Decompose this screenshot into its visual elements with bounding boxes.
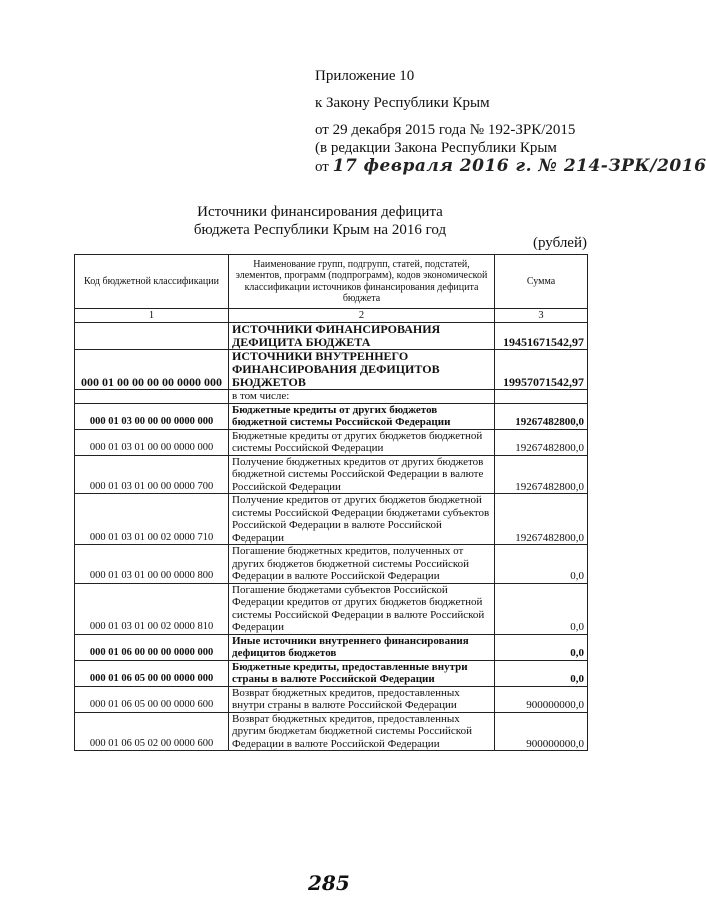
row-name: ИСТОЧНИКИ ФИНАНСИРОВАНИЯ ДЕФИЦИТА БЮДЖЕТА xyxy=(229,323,495,350)
row-name: Возврат бюджетных кредитов, предоставленных другим бюджетам бюджетной системы Российской Федерации в валюте Российской Федерации xyxy=(229,712,495,751)
table-row xyxy=(75,429,588,455)
table-row xyxy=(75,660,588,686)
table-row xyxy=(75,455,588,494)
table-row xyxy=(75,494,588,545)
appendix-label: Приложение 10 xyxy=(315,68,415,84)
row-code xyxy=(75,390,229,404)
row-name: Бюджетные кредиты от других бюджетов бюджетной системы Российской Федерации xyxy=(229,403,495,429)
column-number-row xyxy=(75,309,588,323)
row-name: Погашение бюджетных кредитов, полученных от других бюджетов бюджетной системы Российской Федерации в валюте Российской Федерации xyxy=(229,545,495,584)
row-name: Бюджетные кредиты, предоставленные внутри страны в валюте Российской Федерации xyxy=(229,660,495,686)
table-row xyxy=(75,390,588,404)
document-title-line1: Источники финансирования дефицита xyxy=(197,204,443,220)
table-row xyxy=(75,350,588,390)
table-row xyxy=(75,686,588,712)
row-sum: 19267482800,0 xyxy=(495,403,588,429)
financing-table xyxy=(74,254,588,751)
row-name: Возврат бюджетных кредитов, предоставленных внутри страны в валюте Российской Федерации xyxy=(229,686,495,712)
row-sum: 19267482800,0 xyxy=(495,429,588,455)
row-name: Погашение бюджетами субъектов Российской Федерации кредитов от других бюджетов бюджетной системы Российской Федерации в валюте Российской Федерации xyxy=(229,583,495,634)
row-sum: 0,0 xyxy=(495,545,588,584)
row-code: 000 01 03 01 00 00 0000 700 xyxy=(75,455,229,494)
row-sum: 19451671542,97 xyxy=(495,323,588,350)
row-code: 000 01 03 01 00 02 0000 710 xyxy=(75,494,229,545)
row-sum: 0,0 xyxy=(495,634,588,660)
row-sum xyxy=(495,390,588,404)
row-name: Получение бюджетных кредитов от других бюджетов бюджетной системы Российской Федерации в валюте Российской Федерации xyxy=(229,455,495,494)
row-sum: 900000000,0 xyxy=(495,686,588,712)
row-code: 000 01 03 00 00 00 0000 000 xyxy=(75,403,229,429)
row-name: Бюджетные кредиты от других бюджетов бюджетной системы Российской Федерации xyxy=(229,429,495,455)
revision-prefix: от xyxy=(315,159,329,175)
row-name: Получение кредитов от других бюджетов бюджетной системы Российской Федерации бюджетами субъектов Российской Федерации в валюте Российской Федерации xyxy=(229,494,495,545)
column-number: 1 xyxy=(75,309,229,323)
table-row xyxy=(75,712,588,751)
row-code: 000 01 06 05 00 00 0000 000 xyxy=(75,660,229,686)
row-code: 000 01 06 05 02 00 0000 600 xyxy=(75,712,229,751)
row-code: 000 01 03 01 00 02 0000 810 xyxy=(75,583,229,634)
row-sum: 0,0 xyxy=(495,583,588,634)
law-reference: к Закону Республики Крым xyxy=(315,95,490,111)
table-row xyxy=(75,583,588,634)
row-code: 000 01 03 01 00 00 0000 000 xyxy=(75,429,229,455)
table-row xyxy=(75,403,588,429)
row-name: Иные источники внутреннего финансирования дефицитов бюджетов xyxy=(229,634,495,660)
table-row xyxy=(75,545,588,584)
page-number: 285 xyxy=(308,871,350,895)
handwritten-revision: 17 февраля 2016 г. № 214-ЗРК/2016 xyxy=(332,156,706,176)
header-name: Наименование групп, подгрупп, статей, подстатей, элементов, программ (подпрограмм), кодов экономической классификации источников финансирования дефицита бюджета xyxy=(229,255,495,309)
law-date: от 29 декабря 2015 года № 192-ЗРК/2015 xyxy=(315,122,576,138)
table-body xyxy=(75,323,588,751)
column-number: 2 xyxy=(229,309,495,323)
column-number: 3 xyxy=(495,309,588,323)
header-sum: Сумма xyxy=(495,255,588,309)
header-code: Код бюджетной классификации xyxy=(75,255,229,309)
row-code: 000 01 06 00 00 00 0000 000 xyxy=(75,634,229,660)
revision-note: (в редакции Закона Республики Крым xyxy=(315,140,557,156)
table-header-row xyxy=(75,255,588,309)
row-code: 000 01 03 01 00 00 0000 800 xyxy=(75,545,229,584)
revision-line xyxy=(315,157,706,176)
row-code xyxy=(75,323,229,350)
row-code: 000 01 06 05 00 00 0000 600 xyxy=(75,686,229,712)
row-code: 000 01 00 00 00 00 0000 000 xyxy=(75,350,229,390)
row-name: ИСТОЧНИКИ ВНУТРЕННЕГО ФИНАНСИРОВАНИЯ ДЕФИЦИТОВ БЮДЖЕТОВ xyxy=(229,350,495,390)
row-sum: 19957071542,97 xyxy=(495,350,588,390)
row-sum: 19267482800,0 xyxy=(495,455,588,494)
table-row xyxy=(75,323,588,350)
row-sum: 0,0 xyxy=(495,660,588,686)
units-label: (рублей) xyxy=(532,235,587,251)
document-title-line2: бюджета Республики Крым на 2016 год xyxy=(193,222,447,238)
row-sum: 19267482800,0 xyxy=(495,494,588,545)
row-sum: 900000000,0 xyxy=(495,712,588,751)
row-name: в том числе: xyxy=(229,390,495,404)
table-row xyxy=(75,634,588,660)
